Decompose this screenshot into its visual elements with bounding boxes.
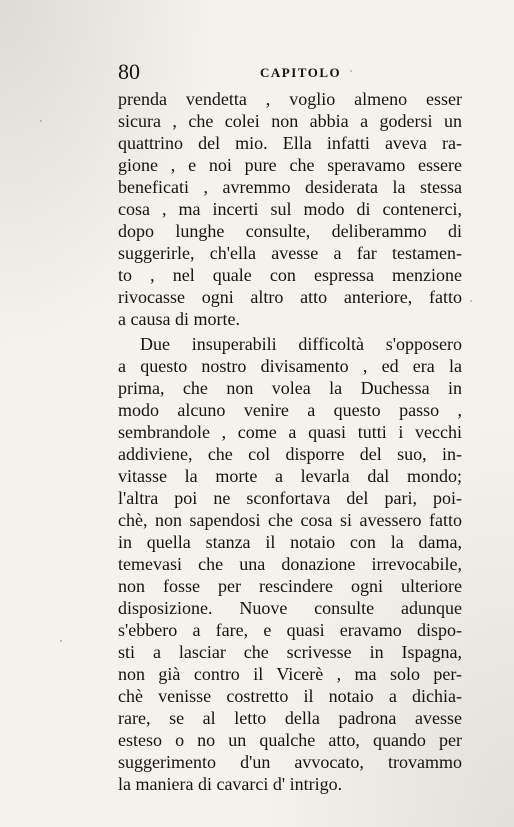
text-line: vitasse la morte a levarla dal mondo; <box>118 466 462 486</box>
text-line: suggerimento d'un avvocato, trovammo <box>118 752 462 772</box>
body-text <box>118 88 462 795</box>
text-line: prenda vendetta , voglio almeno esser <box>118 89 462 109</box>
paper-speck <box>350 70 352 72</box>
chapter-heading: CAPITOLO <box>260 65 342 80</box>
text-line: chè, non sapendosi che cosa si avessero fatto <box>118 510 462 530</box>
text-line: Due insuperabili difficoltà s'opposero <box>140 334 462 354</box>
text-line: l'altra poi ne sconfortava del pari, poi- <box>118 488 462 508</box>
text-line: chè venisse costretto il notaio a dichia- <box>118 686 462 706</box>
text-line: quattrino del mio. Ella infatti aveva ra- <box>118 133 462 153</box>
paper-speck <box>470 300 472 302</box>
paper-speck <box>60 640 62 642</box>
text-line: dopo lunghe consulte, deliberammo di <box>118 221 462 241</box>
text-line: non già contro il Vicerè , ma solo per- <box>118 664 462 684</box>
text-line: addiviene, che col disporre del suo, in- <box>118 444 462 464</box>
paper-speck <box>40 120 42 122</box>
text-line: rivocasse ogni altro atto anteriore, fatto <box>118 287 462 307</box>
text-line: disposizione. Nuove consulte adunque <box>118 598 462 618</box>
text-line: suggerirle, ch'ella avesse a far testamen- <box>118 243 462 263</box>
text-line: modo alcuno venire a questo passo , <box>118 400 462 420</box>
text-line: a causa di morte. <box>118 309 240 329</box>
text-line: a questo nostro divisamento , ed era la <box>118 356 462 376</box>
text-line: s'ebbero a fare, e quasi eravamo dispo- <box>118 620 462 640</box>
text-line: temevasi che una donazione irrevocabile, <box>118 554 462 574</box>
text-line: cosa , ma incerti sul modo di contenerci, <box>118 199 462 219</box>
text-line: rare, se al letto della padrona avesse <box>118 708 462 728</box>
running-head <box>118 58 458 86</box>
text-line: in quella stanza il notaio con la dama, <box>118 532 462 552</box>
paragraph-1 <box>118 88 462 330</box>
text-line: prima, che non volea la Duchessa in <box>118 378 462 398</box>
text-line: to , nel quale con espressa menzione <box>118 265 462 285</box>
page-number: 80 <box>118 59 140 84</box>
text-line: esteso o no un qualche atto, quando per <box>118 730 462 750</box>
text-line: gione , e noi pure che speravamo essere <box>118 155 462 175</box>
text-line: beneficati , avremmo desiderata la stessa <box>118 177 462 197</box>
text-line: non fosse per rescindere ogni ulteriore <box>118 576 462 596</box>
text-line: sti a lasciar che scrivesse in Ispagna, <box>118 642 462 662</box>
paragraph-2 <box>118 333 462 795</box>
text-line: la maniera di cavarci d' intrigo. <box>118 774 343 794</box>
text-line: sembrandole , come a quasi tutti i vecchi <box>118 422 462 442</box>
text-line: sicura , che colei non abbia a godersi un <box>118 111 462 131</box>
